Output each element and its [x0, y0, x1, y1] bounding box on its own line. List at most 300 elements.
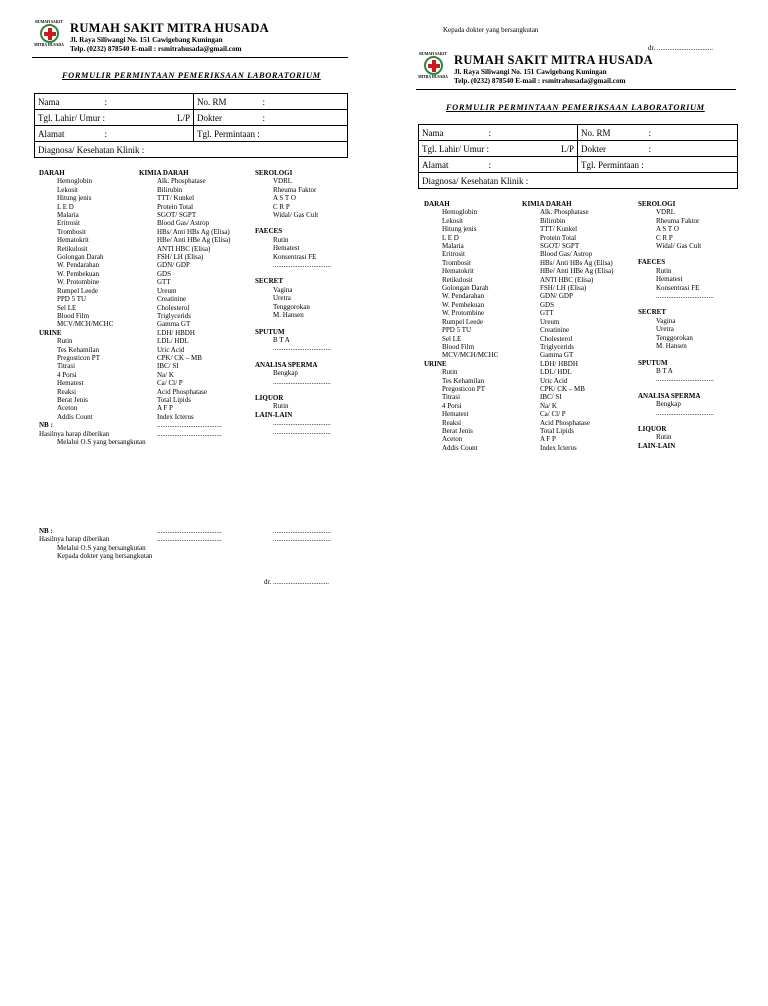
checkbox-item[interactable] — [522, 309, 614, 317]
checkbox-icon[interactable] — [638, 242, 656, 250]
checkbox-icon[interactable] — [424, 343, 442, 351]
checkbox-icon[interactable] — [522, 292, 540, 300]
checkbox-icon[interactable] — [638, 292, 656, 300]
checkbox-item[interactable] — [638, 284, 714, 292]
checkbox-item[interactable] — [522, 276, 614, 284]
checkbox-item[interactable] — [522, 267, 614, 275]
checkbox-item[interactable] — [39, 404, 146, 412]
checkbox-item[interactable] — [638, 242, 714, 250]
checkbox-icon[interactable] — [39, 261, 57, 269]
checkbox-item[interactable] — [139, 379, 231, 387]
checkbox-icon[interactable] — [39, 253, 57, 261]
checkbox-icon[interactable] — [522, 301, 540, 309]
checkbox-item[interactable] — [39, 245, 146, 253]
checkbox-icon[interactable] — [424, 26, 443, 34]
checkbox-item[interactable] — [139, 413, 231, 421]
checkbox-item[interactable] — [638, 409, 714, 417]
checkbox-icon[interactable] — [139, 295, 157, 303]
checkbox-item[interactable] — [522, 427, 614, 435]
checkbox-item[interactable] — [39, 413, 146, 421]
checkbox-item[interactable] — [255, 177, 331, 185]
checkbox-icon[interactable] — [139, 219, 157, 227]
checkbox-icon[interactable] — [255, 428, 273, 436]
checkbox-item[interactable] — [139, 236, 231, 244]
checkbox-item[interactable] — [255, 194, 331, 202]
checkbox-icon[interactable] — [139, 396, 157, 404]
checkbox-icon[interactable] — [255, 344, 273, 352]
checkbox-item[interactable] — [139, 228, 231, 236]
checkbox-item[interactable] — [255, 378, 331, 386]
checkbox-icon[interactable] — [139, 371, 157, 379]
checkbox-icon[interactable] — [424, 385, 442, 393]
checkbox-icon[interactable] — [638, 342, 656, 350]
checkbox-icon[interactable] — [39, 295, 57, 303]
checkbox-item[interactable] — [39, 261, 146, 269]
checkbox-item[interactable] — [424, 259, 498, 267]
checkbox-item[interactable] — [522, 385, 614, 393]
checkbox-icon[interactable] — [139, 278, 157, 286]
checkbox-item[interactable] — [522, 402, 614, 410]
checkbox-icon[interactable] — [522, 377, 540, 385]
checkbox-icon[interactable] — [522, 309, 540, 317]
checkbox-item[interactable] — [424, 301, 498, 309]
checkbox-item[interactable] — [255, 261, 331, 269]
checkbox-icon[interactable] — [39, 362, 57, 370]
checkbox-icon[interactable] — [638, 208, 656, 216]
checkbox-icon[interactable] — [424, 335, 442, 343]
checkbox-item[interactable] — [139, 337, 231, 345]
checkbox-item[interactable] — [139, 371, 231, 379]
checkbox-item[interactable] — [39, 177, 146, 185]
checkbox-icon[interactable] — [139, 304, 157, 312]
checkbox-icon[interactable] — [39, 552, 57, 560]
checkbox-icon[interactable] — [255, 294, 273, 302]
checkbox-item[interactable] — [139, 312, 231, 320]
checkbox-icon[interactable] — [424, 435, 442, 443]
checkbox-icon[interactable] — [255, 527, 273, 535]
checkbox-icon[interactable] — [522, 326, 540, 334]
checkbox-item[interactable] — [638, 342, 714, 350]
checkbox-icon[interactable] — [39, 371, 57, 379]
checkbox-item[interactable] — [522, 410, 614, 418]
checkbox-icon[interactable] — [255, 261, 273, 269]
checkbox-icon[interactable] — [255, 369, 273, 377]
checkbox-item[interactable] — [424, 368, 498, 376]
checkbox-icon[interactable] — [522, 427, 540, 435]
checkbox-item[interactable] — [638, 317, 714, 325]
checkbox-icon[interactable] — [522, 368, 540, 376]
checkbox-item[interactable] — [39, 203, 146, 211]
checkbox-icon[interactable] — [424, 259, 442, 267]
checkbox-icon[interactable] — [424, 444, 442, 452]
checkbox-icon[interactable] — [638, 400, 656, 408]
checkbox-item[interactable] — [39, 346, 146, 354]
checkbox-icon[interactable] — [139, 203, 157, 211]
checkbox-item[interactable] — [424, 385, 498, 393]
checkbox-icon[interactable] — [39, 270, 57, 278]
checkbox-icon[interactable] — [424, 276, 442, 284]
checkbox-icon[interactable] — [39, 337, 57, 345]
checkbox-item[interactable] — [522, 301, 614, 309]
checkbox-icon[interactable] — [522, 343, 540, 351]
checkbox-icon[interactable] — [424, 234, 442, 242]
checkbox-icon[interactable] — [522, 284, 540, 292]
checkbox-item[interactable] — [39, 219, 146, 227]
checkbox-icon[interactable] — [139, 535, 157, 543]
checkbox-icon[interactable] — [638, 433, 656, 441]
checkbox-icon[interactable] — [522, 267, 540, 275]
checkbox-icon[interactable] — [139, 329, 157, 337]
checkbox-item[interactable] — [522, 318, 614, 326]
checkbox-item[interactable] — [139, 177, 231, 185]
checkbox-item[interactable] — [255, 428, 331, 436]
checkbox-icon[interactable] — [424, 410, 442, 418]
checkbox-item[interactable] — [638, 217, 714, 225]
checkbox-icon[interactable] — [522, 393, 540, 401]
checkbox-icon[interactable] — [39, 413, 57, 421]
checkbox-icon[interactable] — [638, 225, 656, 233]
checkbox-icon[interactable] — [39, 346, 57, 354]
checkbox-item[interactable] — [255, 303, 331, 311]
checkbox-icon[interactable] — [139, 245, 157, 253]
checkbox-item[interactable] — [522, 284, 614, 292]
checkbox-item[interactable] — [139, 354, 231, 362]
checkbox-icon[interactable] — [424, 351, 442, 359]
checkbox-icon[interactable] — [255, 311, 273, 319]
checkbox-item[interactable] — [522, 335, 614, 343]
checkbox-item[interactable] — [522, 343, 614, 351]
checkbox-icon[interactable] — [424, 250, 442, 258]
checkbox-icon[interactable] — [139, 228, 157, 236]
checkbox-item[interactable] — [139, 287, 231, 295]
checkbox-icon[interactable] — [139, 253, 157, 261]
checkbox-icon[interactable] — [39, 544, 57, 552]
checkbox-item[interactable] — [424, 377, 498, 385]
checkbox-icon[interactable] — [255, 419, 273, 427]
checkbox-item[interactable] — [522, 292, 614, 300]
checkbox-icon[interactable] — [522, 402, 540, 410]
checkbox-item[interactable] — [139, 362, 231, 370]
checkbox-item[interactable] — [522, 217, 614, 225]
checkbox-icon[interactable] — [255, 244, 273, 252]
checkbox-icon[interactable] — [522, 259, 540, 267]
checkbox-icon[interactable] — [638, 367, 656, 375]
checkbox-item[interactable] — [638, 433, 714, 441]
checkbox-icon[interactable] — [638, 334, 656, 342]
checkbox-icon[interactable] — [39, 287, 57, 295]
checkbox-icon[interactable] — [638, 325, 656, 333]
checkbox-icon[interactable] — [522, 385, 540, 393]
checkbox-item[interactable] — [522, 360, 614, 368]
checkbox-icon[interactable] — [638, 234, 656, 242]
checkbox-item[interactable] — [139, 203, 231, 211]
checkbox-icon[interactable] — [39, 388, 57, 396]
checkbox-icon[interactable] — [39, 379, 57, 387]
checkbox-item[interactable] — [424, 318, 498, 326]
checkbox-icon[interactable] — [39, 245, 57, 253]
checkbox-item[interactable] — [424, 284, 498, 292]
checkbox-item[interactable] — [139, 388, 231, 396]
checkbox-icon[interactable] — [424, 301, 442, 309]
checkbox-item[interactable] — [255, 186, 331, 194]
checkbox-icon[interactable] — [424, 368, 442, 376]
checkbox-icon[interactable] — [139, 346, 157, 354]
checkbox-item[interactable] — [424, 444, 498, 452]
checkbox-icon[interactable] — [522, 360, 540, 368]
checkbox-item[interactable] — [424, 351, 498, 359]
checkbox-item[interactable] — [39, 278, 146, 286]
checkbox-item[interactable] — [424, 217, 498, 225]
checkbox-icon[interactable] — [139, 337, 157, 345]
checkbox-item[interactable] — [139, 253, 231, 261]
checkbox-icon[interactable] — [424, 427, 442, 435]
checkbox-item[interactable] — [39, 379, 146, 387]
checkbox-icon[interactable] — [522, 318, 540, 326]
checkbox-item[interactable] — [255, 244, 331, 252]
checkbox-icon[interactable] — [139, 194, 157, 202]
checkbox-icon[interactable] — [39, 304, 57, 312]
checkbox-icon[interactable] — [522, 444, 540, 452]
checkbox-item[interactable] — [424, 419, 498, 427]
checkbox-icon[interactable] — [522, 419, 540, 427]
checkbox-icon[interactable] — [424, 225, 442, 233]
checkbox-icon[interactable] — [424, 419, 442, 427]
checkbox-item[interactable] — [522, 419, 614, 427]
checkbox-item[interactable] — [39, 354, 146, 362]
checkbox-icon[interactable] — [255, 211, 273, 219]
checkbox-item[interactable] — [424, 427, 498, 435]
checkbox-item[interactable] — [255, 236, 331, 244]
checkbox-icon[interactable] — [522, 276, 540, 284]
checkbox-item[interactable] — [139, 295, 231, 303]
checkbox-item[interactable] — [39, 371, 146, 379]
checkbox-icon[interactable] — [522, 435, 540, 443]
checkbox-icon[interactable] — [424, 318, 442, 326]
checkbox-item[interactable] — [638, 334, 714, 342]
checkbox-icon[interactable] — [522, 208, 540, 216]
checkbox-item[interactable] — [39, 211, 146, 219]
checkbox-item[interactable] — [255, 369, 331, 377]
checkbox-item[interactable] — [522, 393, 614, 401]
checkbox-icon[interactable] — [255, 203, 273, 211]
checkbox-item[interactable] — [139, 346, 231, 354]
checkbox-icon[interactable] — [139, 261, 157, 269]
checkbox-item[interactable] — [522, 351, 614, 359]
checkbox-item[interactable] — [424, 326, 498, 334]
checkbox-item[interactable] — [522, 234, 614, 242]
checkbox-item[interactable] — [255, 253, 331, 261]
checkbox-item[interactable] — [424, 225, 498, 233]
checkbox-icon[interactable] — [255, 186, 273, 194]
checkbox-icon[interactable] — [255, 286, 273, 294]
checkbox-item[interactable] — [39, 396, 146, 404]
checkbox-icon[interactable] — [39, 194, 57, 202]
checkbox-icon[interactable] — [638, 267, 656, 275]
checkbox-item[interactable] — [522, 250, 614, 258]
checkbox-item[interactable] — [39, 236, 146, 244]
checkbox-item[interactable] — [522, 377, 614, 385]
checkbox-icon[interactable] — [424, 292, 442, 300]
checkbox-item[interactable] — [139, 219, 231, 227]
checkbox-item[interactable] — [424, 292, 498, 300]
checkbox-icon[interactable] — [424, 377, 442, 385]
checkbox-icon[interactable] — [638, 284, 656, 292]
checkbox-item[interactable] — [424, 309, 498, 317]
checkbox-item[interactable] — [39, 270, 146, 278]
checkbox-item[interactable] — [139, 329, 231, 337]
checkbox-item[interactable] — [638, 375, 714, 383]
checkbox-item[interactable] — [255, 286, 331, 294]
checkbox-icon[interactable] — [139, 413, 157, 421]
checkbox-icon[interactable] — [39, 236, 57, 244]
checkbox-item[interactable] — [424, 267, 498, 275]
checkbox-icon[interactable] — [424, 242, 442, 250]
checkbox-icon[interactable] — [522, 217, 540, 225]
checkbox-item[interactable] — [39, 295, 146, 303]
checkbox-icon[interactable] — [424, 309, 442, 317]
checkbox-icon[interactable] — [638, 217, 656, 225]
checkbox-icon[interactable] — [39, 211, 57, 219]
checkbox-icon[interactable] — [39, 278, 57, 286]
checkbox-icon[interactable] — [424, 284, 442, 292]
checkbox-item[interactable] — [638, 292, 714, 300]
checkbox-item[interactable] — [522, 259, 614, 267]
checkbox-item[interactable] — [255, 344, 331, 352]
checkbox-item[interactable] — [39, 312, 146, 320]
checkbox-item[interactable] — [638, 225, 714, 233]
checkbox-item[interactable] — [139, 245, 231, 253]
checkbox-item[interactable] — [522, 225, 614, 233]
checkbox-item[interactable] — [39, 253, 146, 261]
checkbox-icon[interactable] — [139, 270, 157, 278]
checkbox-icon[interactable] — [638, 317, 656, 325]
checkbox-icon[interactable] — [424, 217, 442, 225]
checkbox-icon[interactable] — [522, 410, 540, 418]
checkbox-icon[interactable] — [255, 378, 273, 386]
checkbox-icon[interactable] — [255, 194, 273, 202]
checkbox-item[interactable] — [638, 400, 714, 408]
checkbox-icon[interactable] — [424, 208, 442, 216]
checkbox-item[interactable] — [424, 410, 498, 418]
checkbox-icon[interactable] — [139, 430, 157, 438]
checkbox-item[interactable] — [139, 320, 231, 328]
checkbox-icon[interactable] — [522, 242, 540, 250]
checkbox-item[interactable] — [638, 275, 714, 283]
checkbox-item[interactable] — [255, 294, 331, 302]
checkbox-item[interactable] — [522, 326, 614, 334]
checkbox-icon[interactable] — [139, 236, 157, 244]
checkbox-item[interactable] — [424, 335, 498, 343]
checkbox-icon[interactable] — [39, 228, 57, 236]
checkbox-item[interactable] — [424, 435, 498, 443]
checkbox-item[interactable] — [39, 194, 146, 202]
checkbox-icon[interactable] — [139, 404, 157, 412]
checkbox-item[interactable] — [39, 388, 146, 396]
checkbox-icon[interactable] — [424, 393, 442, 401]
checkbox-item[interactable] — [39, 304, 146, 312]
checkbox-item[interactable] — [39, 228, 146, 236]
checkbox-icon[interactable] — [638, 375, 656, 383]
checkbox-item[interactable] — [522, 435, 614, 443]
checkbox-item[interactable] — [424, 242, 498, 250]
checkbox-icon[interactable] — [39, 320, 57, 328]
checkbox-icon[interactable] — [39, 404, 57, 412]
checkbox-icon[interactable] — [139, 354, 157, 362]
checkbox-icon[interactable] — [255, 253, 273, 261]
checkbox-icon[interactable] — [139, 177, 157, 185]
checkbox-icon[interactable] — [522, 234, 540, 242]
checkbox-item[interactable] — [39, 287, 146, 295]
checkbox-icon[interactable] — [522, 250, 540, 258]
checkbox-item[interactable] — [424, 208, 498, 216]
checkbox-icon[interactable] — [255, 535, 273, 543]
checkbox-item[interactable] — [139, 404, 231, 412]
checkbox-item[interactable] — [424, 276, 498, 284]
checkbox-icon[interactable] — [139, 527, 157, 535]
checkbox-item[interactable] — [424, 402, 498, 410]
checkbox-item[interactable] — [638, 367, 714, 375]
checkbox-item[interactable] — [139, 396, 231, 404]
checkbox-icon[interactable] — [638, 275, 656, 283]
checkbox-item[interactable] — [139, 186, 231, 194]
checkbox-icon[interactable] — [39, 203, 57, 211]
checkbox-item[interactable] — [255, 311, 331, 319]
checkbox-icon[interactable] — [139, 362, 157, 370]
checkbox-icon[interactable] — [638, 409, 656, 417]
checkbox-item[interactable] — [638, 234, 714, 242]
checkbox-icon[interactable] — [139, 320, 157, 328]
checkbox-item[interactable] — [424, 343, 498, 351]
checkbox-item[interactable] — [255, 336, 331, 344]
checkbox-icon[interactable] — [39, 312, 57, 320]
checkbox-icon[interactable] — [139, 211, 157, 219]
checkbox-icon[interactable] — [522, 225, 540, 233]
checkbox-item[interactable] — [139, 194, 231, 202]
checkbox-item[interactable] — [638, 267, 714, 275]
checkbox-item[interactable] — [39, 337, 146, 345]
checkbox-icon[interactable] — [522, 351, 540, 359]
checkbox-item[interactable] — [139, 261, 231, 269]
checkbox-icon[interactable] — [139, 287, 157, 295]
checkbox-item[interactable] — [39, 320, 146, 328]
checkbox-icon[interactable] — [255, 336, 273, 344]
checkbox-item[interactable] — [424, 250, 498, 258]
checkbox-item[interactable] — [39, 186, 146, 194]
checkbox-icon[interactable] — [39, 354, 57, 362]
checkbox-item[interactable] — [522, 242, 614, 250]
checkbox-item[interactable] — [255, 419, 331, 427]
checkbox-icon[interactable] — [139, 312, 157, 320]
checkbox-icon[interactable] — [424, 267, 442, 275]
checkbox-item[interactable] — [139, 304, 231, 312]
checkbox-item[interactable] — [638, 325, 714, 333]
checkbox-item[interactable] — [139, 278, 231, 286]
checkbox-item[interactable] — [255, 402, 331, 410]
checkbox-icon[interactable] — [139, 186, 157, 194]
checkbox-icon[interactable] — [39, 438, 57, 446]
checkbox-icon[interactable] — [255, 236, 273, 244]
checkbox-icon[interactable] — [139, 421, 157, 429]
checkbox-icon[interactable] — [255, 303, 273, 311]
checkbox-item[interactable] — [255, 211, 331, 219]
checkbox-item[interactable] — [424, 234, 498, 242]
checkbox-item[interactable] — [522, 444, 614, 452]
checkbox-item[interactable] — [424, 393, 498, 401]
checkbox-item[interactable] — [638, 208, 714, 216]
checkbox-item[interactable] — [522, 208, 614, 216]
checkbox-item[interactable] — [139, 270, 231, 278]
checkbox-icon[interactable] — [39, 219, 57, 227]
